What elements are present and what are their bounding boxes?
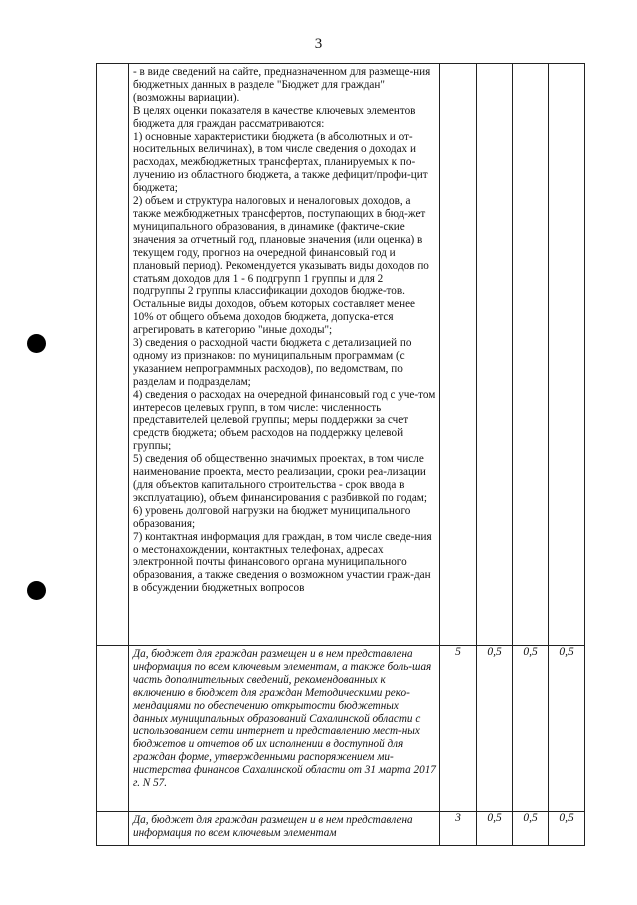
score-cell: 5 <box>440 646 477 812</box>
description-cell <box>129 812 440 846</box>
value-cell: 0,5 <box>477 646 513 812</box>
score-cell: 3 <box>440 812 477 846</box>
punch-hole-mark <box>27 581 46 600</box>
punch-hole-mark <box>27 334 46 353</box>
paragraph: 4) сведения о расходах на очередной финансовый год с уче-том интересов целевых групп, в том числе: численность представителей целевой группы; меры поддержки за счет средств бюджета; объем расходов на поддержку целевой группы; <box>133 388 436 453</box>
page-number: 3 <box>314 36 323 52</box>
criteria-table <box>96 63 585 846</box>
value-cell: 0,5 <box>477 812 513 846</box>
value-cell: 0,5 <box>513 812 549 846</box>
table-row <box>97 64 585 646</box>
paragraph: Да, бюджет для граждан размещен и в нем представлена информация по всем ключевым элементам, а также боль-шая часть дополнительных сведений, рекомендованных к включению в бюджет для граждан Методическими реко-мендациями по обеспечению открытости бюджетных данных муниципальных образований Сахалинской области с использованием сети интернет и представлению мест-ных бюджетов и отчетов об их исполнении в доступной для граждан форме, утвержденными распоряжением ми-нистерства финансов Сахалинской области от 31 марта 2017 г. N 57. <box>133 648 436 790</box>
paragraph: - в виде сведений на сайте, предназначенном для размеще-ния бюджетных данных в разделе "Бюджет для граждан" (возможны вариации). <box>133 66 431 104</box>
description-cell <box>129 646 440 812</box>
value-cell <box>477 64 513 646</box>
paragraph: 5) сведения об общественно значимых проектах, в том числе наименование проекта, место реализации, сроки реа-лизации (для объектов капитального строительства - срок ввода в эксплуатацию), объем финансирования с разбивкой по годам; <box>133 453 427 504</box>
value-cell <box>549 64 585 646</box>
paragraph: Да, бюджет для граждан размещен и в нем представлена информация по всем ключевым элементам <box>133 814 413 839</box>
paragraph: 1) основные характеристики бюджета (в абсолютных и от-носительных величинах), в том числе сведения о доходах и расходах, межбюджетных трансфертах, планируемых к по-лучению из областного бюджета, а также дефицит/профи-цит бюджета; <box>133 130 428 195</box>
paragraph: 2) объем и структура налоговых и неналоговых доходов, а также межбюджетных трансфертов, поступающих в бюд-жет муниципального образования, в динамике (фактиче-ские значения за отчетный год, плановые значения (или оценка) в текущем году, прогноз на очередной финансовый год и плановый период). Рекомендуется указывать виды доходов по статьям доходов для 1 - 6 подгрупп 1 группы и для 2 подгруппы 2 группы классификации доходов бюдже-тов. Остальные виды доходов, объем которых составляет менее 10% от общего объема доходов бюджета, допуска-ется агрегировать в категорию "иные доходы"; <box>133 195 429 337</box>
paragraph: В целях оценки показателя в качестве ключевых элементов бюджета для граждан рассматриваются: <box>133 104 416 130</box>
value-cell <box>513 64 549 646</box>
paragraph: 7) контактная информация для граждан, в том числе сведе-ния о местонахождении, контактных телефонах, адресах электронной почты финансового органа муниципального образования, а также сведения о возможном участии граж-дан в обсуждении бюджетных вопросов <box>133 530 432 595</box>
score-cell <box>440 64 477 646</box>
value-cell: 0,5 <box>549 812 585 846</box>
paragraph: 3) сведения о расходной части бюджета с детализацией по одному из признаков: по муниципальным программам (с указанием непрограммных расходов), по ведомствам, по разделам и подразделам; <box>133 337 412 388</box>
paragraph: 6) уровень долговой нагрузки на бюджет муниципального образования; <box>133 504 411 530</box>
table-row <box>97 812 585 846</box>
value-cell: 0,5 <box>549 646 585 812</box>
index-cell <box>97 64 129 646</box>
table-row <box>97 646 585 812</box>
index-cell <box>97 646 129 812</box>
value-cell: 0,5 <box>513 646 549 812</box>
description-cell <box>129 64 440 646</box>
index-cell <box>97 812 129 846</box>
